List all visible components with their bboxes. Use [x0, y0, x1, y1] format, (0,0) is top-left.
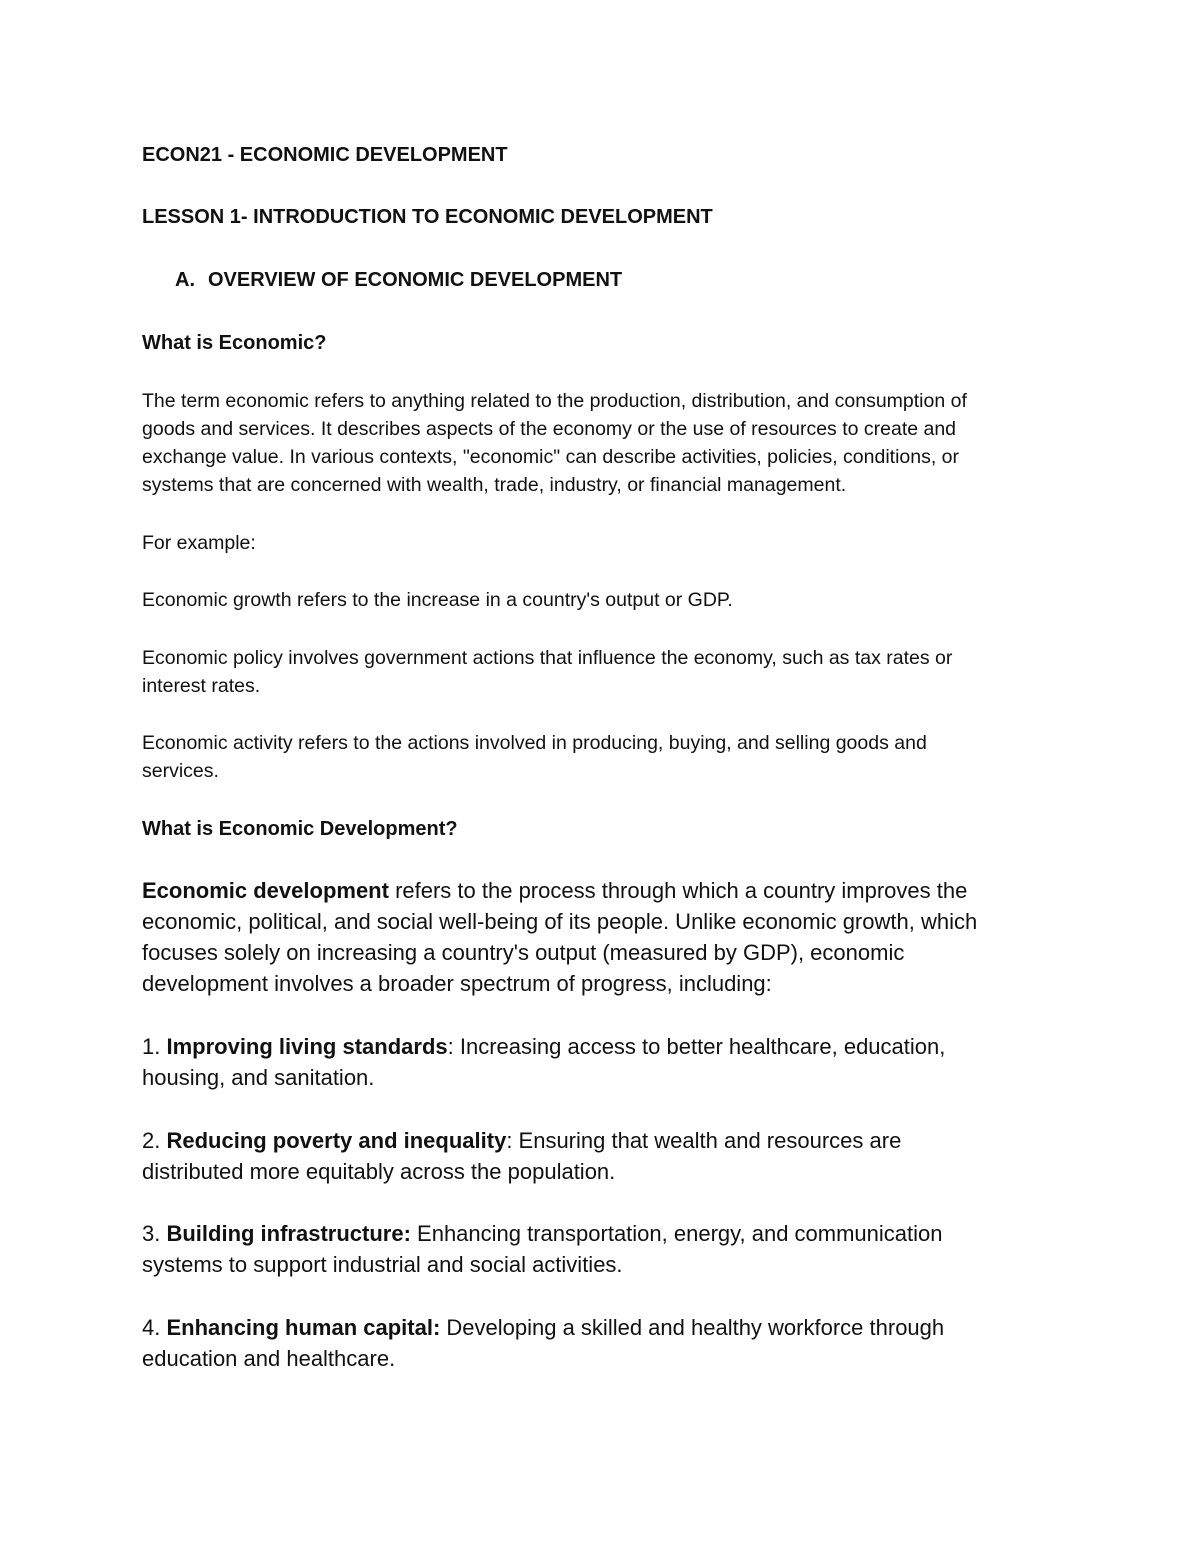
section-a-heading — [175, 266, 622, 294]
list-item-continuation: systems to support industrial and social activities. — [142, 1252, 623, 1277]
for-example-label: For example: — [142, 532, 256, 554]
list-item-continuation: distributed more equitably across the population. — [142, 1159, 616, 1184]
list-item-text: Enhancing transportation, energy, and communication — [410, 1221, 943, 1246]
lesson-title: LESSON 1- INTRODUCTION TO ECONOMIC DEVELOPMENT — [142, 206, 713, 228]
course-title: ECON21 - ECONOMIC DEVELOPMENT — [142, 144, 508, 166]
example-line: interest rates. — [142, 675, 261, 697]
list-item — [142, 1031, 945, 1062]
section-a-title: OVERVIEW OF ECONOMIC DEVELOPMENT — [208, 269, 623, 291]
example-line: Economic policy involves government actions that influence the economy, such as tax rates or — [142, 647, 953, 669]
list-item-title: Reducing poverty and inequality — [166, 1128, 507, 1153]
example-line: Economic activity refers to the actions involved in producing, buying, and selling goods and — [142, 732, 927, 754]
list-item-text: Developing a skilled and healthy workforce through — [440, 1315, 945, 1340]
list-item-title: Building infrastructure: — [166, 1221, 411, 1246]
what-is-development-heading: What is Economic Development? — [142, 818, 458, 840]
list-item — [142, 1218, 943, 1249]
development-intro-text: refers to the process through which a country improves the — [388, 878, 968, 903]
list-item-text: : Ensuring that wealth and resources are — [506, 1128, 902, 1153]
list-item-title: Enhancing human capital: — [166, 1315, 441, 1340]
example-line: services. — [142, 760, 219, 782]
list-item-number: 4. — [142, 1315, 167, 1340]
development-intro-line: economic, political, and social well-being of its people. Unlike economic growth, which — [142, 909, 978, 934]
economic-paragraph-line: goods and services. It describes aspects of the economy or the use of resources to create and — [142, 418, 957, 440]
list-item-number: 1. — [142, 1034, 167, 1059]
economic-paragraph-line: systems that are concerned with wealth, trade, industry, or financial management. — [142, 474, 847, 496]
list-item — [142, 1312, 944, 1343]
list-item-text: : Increasing access to better healthcare, education, — [447, 1034, 946, 1059]
list-item-title: Improving living standards — [166, 1034, 448, 1059]
list-item-continuation: education and healthcare. — [142, 1346, 396, 1371]
list-item-continuation: housing, and sanitation. — [142, 1065, 375, 1090]
development-intro-line — [142, 875, 967, 906]
economic-paragraph-line: The term economic refers to anything related to the production, distribution, and consumption of — [142, 390, 967, 412]
development-intro-line: focuses solely on increasing a country's output (measured by GDP), economic — [142, 940, 905, 965]
list-item-number: 3. — [142, 1221, 167, 1246]
list-item — [142, 1125, 901, 1156]
section-a-marker: A. — [175, 269, 195, 291]
list-item-number: 2. — [142, 1128, 167, 1153]
development-intro-line: development involves a broader spectrum of progress, including: — [142, 971, 772, 996]
economic-paragraph-line: exchange value. In various contexts, "economic" can describe activities, policies, conditions, or — [142, 446, 960, 468]
what-is-economic-heading: What is Economic? — [142, 332, 327, 354]
example-line: Economic growth refers to the increase in a country's output or GDP. — [142, 589, 733, 611]
development-term: Economic development — [142, 878, 389, 903]
